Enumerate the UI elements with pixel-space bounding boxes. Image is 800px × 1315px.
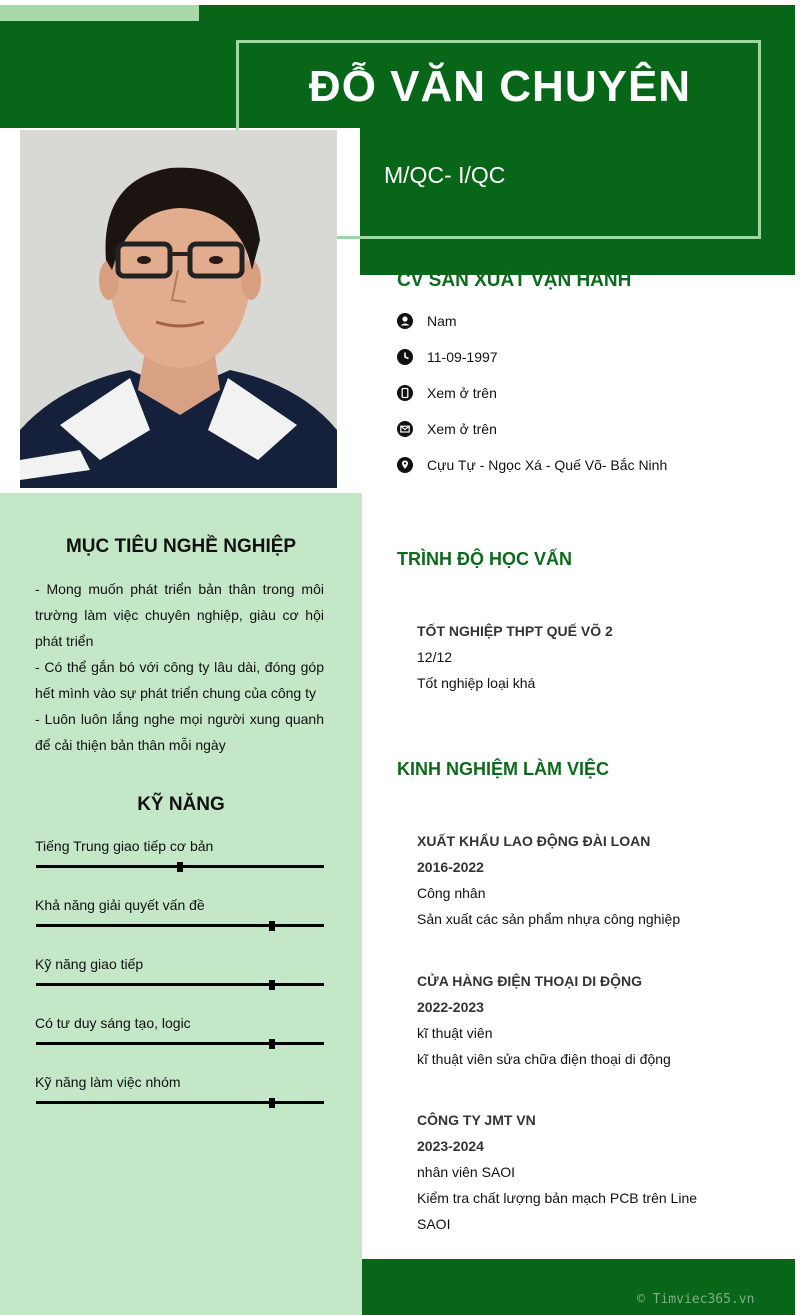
location-icon: [397, 457, 413, 473]
profile-photo: [20, 130, 337, 488]
experience-period: 2023-2024: [417, 1138, 484, 1154]
clock-icon: [397, 349, 413, 365]
company-name: CÔNG TY JMT VN: [417, 1112, 536, 1128]
skill-bar: [36, 1101, 324, 1104]
email-icon: [397, 421, 413, 437]
skill-name: Khả năng giải quyết vấn đề: [35, 897, 205, 913]
candidate-position: M/QC- I/QC: [384, 162, 506, 188]
objective-heading: MỤC TIÊU NGHỀ NGHIỆP: [65, 536, 297, 557]
info-gender: [397, 303, 667, 339]
company-name: XUẤT KHẨU LAO ĐỘNG ĐÀI LOAN: [417, 833, 651, 849]
skill-name: Kỹ năng giao tiếp: [35, 956, 144, 972]
skills-list: [35, 836, 325, 1131]
skill-item: [35, 1013, 325, 1072]
info-address: [397, 447, 667, 483]
info-text: Cựu Tự - Ngọc Xá - Quế Võ- Bắc Ninh: [427, 457, 668, 473]
header-accent-strip: [0, 5, 199, 21]
company-name: CỬA HÀNG ĐIỆN THOẠI DI ĐỘNG: [417, 973, 642, 989]
skill-level-marker: [269, 980, 275, 990]
education-entry: [417, 618, 717, 696]
experience-period: 2016-2022: [417, 859, 484, 875]
skill-bar: [36, 1042, 324, 1045]
skill-level-marker: [269, 921, 275, 931]
job-description: Kiểm tra chất lượng bản mạch PCB trên Line SAOI: [417, 1190, 698, 1232]
education-heading: TRÌNH ĐỘ HỌC VẤN: [397, 549, 572, 569]
skills-heading: KỸ NĂNG: [137, 794, 225, 815]
experience-entry: [417, 968, 717, 1072]
school-name: TỐT NGHIỆP THPT QUẾ VÕ 2: [417, 623, 613, 639]
info-email: [397, 411, 667, 447]
job-description: kĩ thuật viên sửa chữa điện thoại di động: [417, 1051, 671, 1067]
info-birthdate: [397, 339, 667, 375]
job-description: Sản xuất các sản phẩm nhựa công nghiệp: [417, 911, 681, 927]
skill-level-marker: [269, 1098, 275, 1108]
education-detail: Tốt nghiệp loại khá: [417, 675, 536, 691]
phone-icon: [397, 385, 413, 401]
skill-item: [35, 954, 325, 1013]
info-text: Xem ở trên: [427, 421, 497, 437]
skill-bar: [36, 983, 324, 986]
skill-name: Tiếng Trung giao tiếp cơ bản: [35, 838, 214, 854]
education-period: 12/12: [417, 649, 453, 665]
experience-heading: KINH NGHIỆM LÀM VIỆC: [397, 759, 610, 779]
info-text: 11-09-1997: [427, 349, 498, 365]
experience-period: 2022-2023: [417, 999, 484, 1015]
skill-bar: [36, 865, 324, 868]
skill-item: [35, 1072, 325, 1131]
job-title: kĩ thuật viên: [417, 1025, 493, 1041]
person-icon: [397, 313, 413, 329]
site-watermark: © Timviec365.vn: [637, 1292, 755, 1307]
info-text: Xem ở trên: [427, 385, 497, 401]
skill-level-marker: [269, 1039, 275, 1049]
job-role: CV SẢN XUẤT VẬN HÀNH: [397, 270, 632, 291]
candidate-name: ĐỖ VĂN CHUYÊN: [308, 62, 692, 111]
experience-entry: [417, 828, 717, 932]
skill-bar: [36, 924, 324, 927]
skill-level-marker: [177, 862, 183, 872]
skill-name: Có tư duy sáng tạo, logic: [35, 1015, 191, 1031]
skill-item: [35, 836, 325, 895]
job-title: nhân viên SAOI: [417, 1164, 516, 1180]
info-text: Nam: [427, 313, 457, 329]
experience-entry: [417, 1107, 717, 1237]
skill-name: Kỹ năng làm việc nhóm: [35, 1074, 181, 1090]
objective-text: - Mong muốn phát triển bản thân trong môi trường làm việc chuyên nghiệp, giàu cơ hội phát triển - Có thể gắn bó với công ty lâu dài, đóng góp hết mình vào sự phát triển chung của công ty - Luôn luôn lắng nghe mọi người xung quanh để cải thiện bản thân mỗi ngày: [35, 581, 324, 753]
job-title: Công nhân: [417, 885, 486, 901]
skill-item: [35, 895, 325, 954]
contact-info-list: [397, 303, 667, 483]
info-phone: [397, 375, 667, 411]
